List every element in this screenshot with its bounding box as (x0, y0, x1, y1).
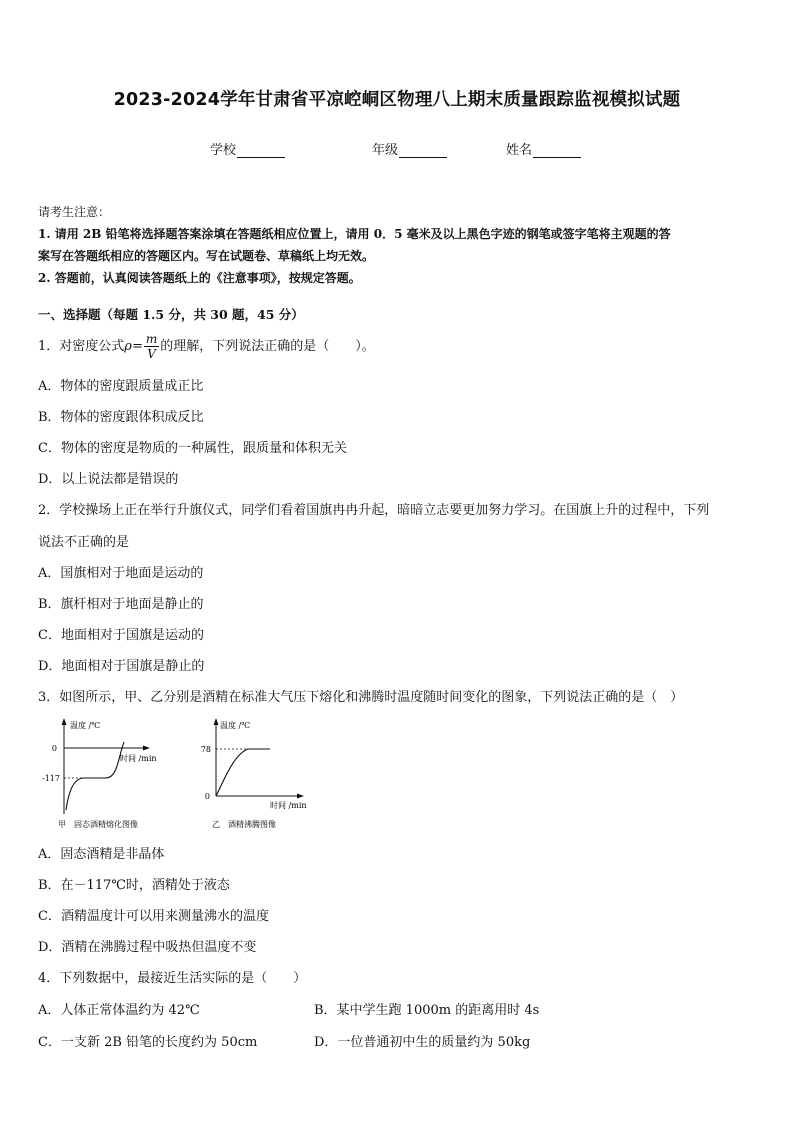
school-label: 学校 (210, 143, 237, 158)
name-field (506, 139, 581, 158)
q1-option-a: A．物体的密度跟质量成正比 (38, 379, 204, 394)
question-2-stem-line1: 2．学校操场上正在举行升旗仪式，同学们看着国旗冉冉升起，暗暗立志要更加努力学习。在国旗上升的过程中，下列 (38, 503, 710, 518)
melting-curve (66, 742, 124, 810)
school-field (210, 139, 285, 158)
q1-prefix: 1．对密度公式 (38, 339, 125, 354)
notice-item-2: 2. 答题前，认真阅读答题纸上的《注意事项》，按规定答题。 (38, 271, 361, 285)
q3-option-b: B．在－117℃时，酒精处于液态 (38, 878, 230, 893)
boiling-y-arrow (214, 718, 219, 725)
q4-option-c: C．一支新 2B 铅笔的长度约为 50cm (38, 1035, 258, 1050)
melting-xlabel: 时间 /min (120, 754, 157, 763)
grade-blank (399, 145, 447, 158)
boiling-x-arrow (297, 794, 304, 799)
q4-option-a: A．人体正常体温约为 42℃ (38, 1003, 200, 1018)
boiling-y0: 0 (204, 792, 210, 801)
melting-y0: 0 (51, 744, 57, 753)
rho-symbol: ρ (124, 339, 132, 354)
fraction-denominator: V (147, 347, 156, 361)
section-heading: 一、选择题（每题 1.5 分，共 30 题，45 分） (38, 307, 304, 322)
q1-option-d: D．以上说法都是错误的 (38, 472, 179, 487)
boiling-y1: 78 (200, 745, 211, 754)
grade-field (372, 139, 447, 158)
notice-block (38, 201, 760, 289)
density-fraction (144, 332, 159, 361)
question-3-stem: 3．如图所示，甲、乙分别是酒精在标准大气压下熔化和沸腾时温度随时间变化的图象，下列说法正确的是（ ） (38, 690, 684, 705)
school-blank (237, 145, 285, 158)
melting-y1: -117 (42, 774, 60, 783)
question-1-stem (38, 331, 760, 362)
q3-option-d: D．酒精在沸腾过程中吸热但温度不变 (38, 940, 257, 955)
q3-option-c: C．酒精温度计可以用来测量沸水的温度 (38, 909, 269, 924)
q1-suffix: 的理解，下列说法正确的是（ ）。 (160, 339, 375, 354)
name-label: 姓名 (506, 143, 533, 158)
question-4-stem: 4．下列数据中，最接近生活实际的是（ ） (38, 971, 307, 986)
q4-option-d: D．一位普通初中生的质量约为 50kg (314, 1035, 531, 1050)
equals-sign: = (131, 339, 143, 354)
notice-heading: 请考生注意： (38, 205, 111, 219)
q4-option-b: B．某中学生跑 1000m 的距离用时 4s (314, 1003, 540, 1018)
boiling-caption: 乙 酒精沸腾图像 (212, 820, 276, 829)
notice-item-1a: 1. 请用 2B 铅笔将选择题答案涂填在答题纸相应位置上，请用 0．5 毫米及以上黑色字迹的钢笔或签字笔将主观题的答 (38, 227, 671, 241)
melting-graph-svg (36, 714, 166, 834)
q3-option-a: A．固态酒精是非晶体 (38, 847, 165, 862)
melting-ylabel: 温度 /℃ (70, 721, 101, 730)
q2-option-b: B．旗杆相对于地面是静止的 (38, 597, 204, 612)
melting-graph (36, 714, 166, 838)
melting-x-arrow (143, 746, 150, 751)
boiling-graph (200, 714, 320, 838)
fraction-numerator: m (145, 332, 158, 346)
boiling-curve (216, 749, 270, 796)
boiling-ylabel: 温度 /℃ (220, 721, 251, 730)
melting-caption: 甲 固态酒精熔化图像 (58, 820, 138, 829)
melting-y-arrow (62, 718, 67, 725)
question-2-stem-line2: 说法不正确的是 (38, 535, 130, 550)
q1-option-c: C．物体的密度是物质的一种属性，跟质量和体积无关 (38, 441, 347, 456)
q2-option-d: D．地面相对于国旗是静止的 (38, 659, 205, 674)
exam-title: 2023-2024学年甘肃省平凉崆峒区物理八上期末质量跟踪监视模拟试题 (113, 90, 681, 110)
boiling-graph-svg (200, 714, 320, 834)
grade-label: 年级 (372, 143, 399, 158)
boiling-xlabel: 时间 /min (270, 801, 307, 810)
notice-item-1b: 案写在答题纸相应的答题区内。写在试题卷、草稿纸上均无效。 (38, 249, 375, 263)
name-blank (533, 145, 581, 158)
q2-option-c: C．地面相对于国旗是运动的 (38, 628, 204, 643)
q1-option-b: B．物体的密度跟体积成反比 (38, 410, 204, 425)
q2-option-a: A．国旗相对于地面是运动的 (38, 566, 204, 581)
